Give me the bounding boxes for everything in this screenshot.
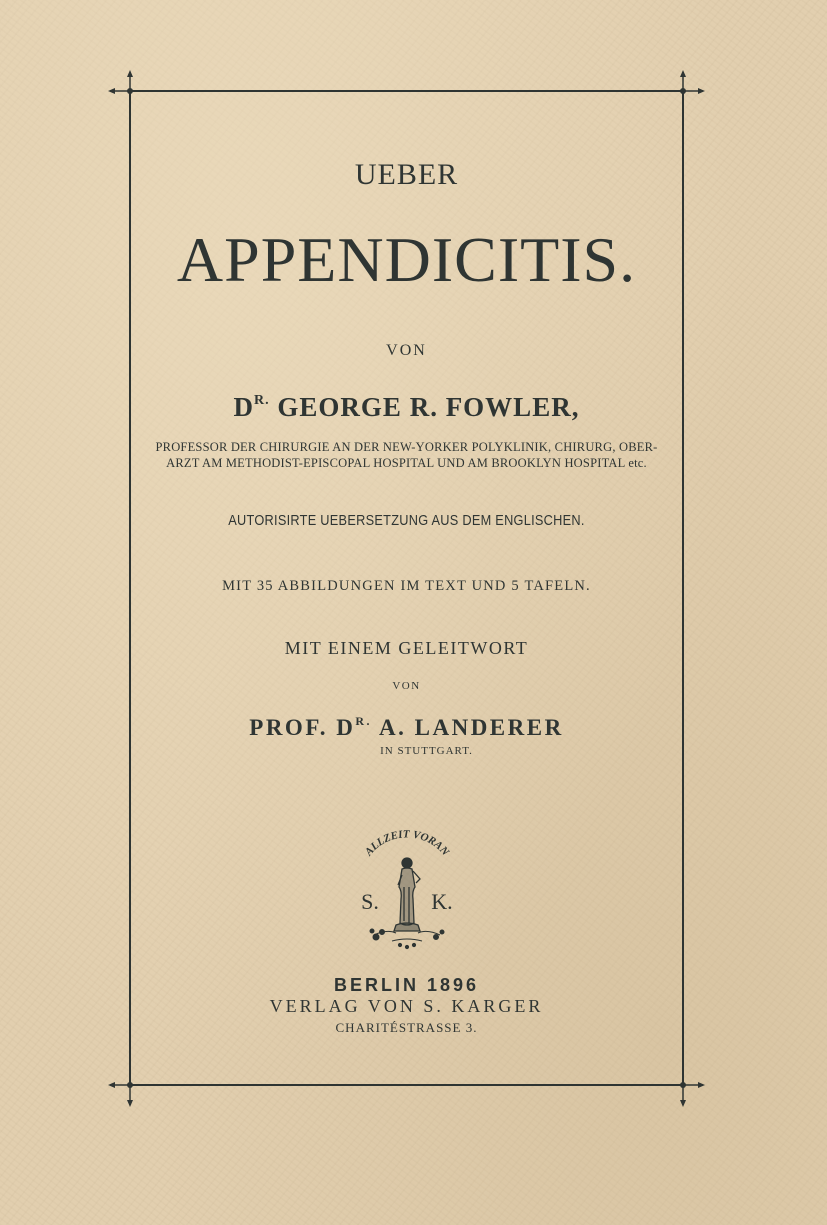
- publisher-logo: [352, 825, 462, 960]
- illustrations-note: MIT 35 ABBILDUNGEN IM TEXT UND 5 TAFELN.: [222, 578, 591, 594]
- author-name: [130, 392, 683, 423]
- author-name-text: GEORGE R. FOWLER,: [277, 392, 580, 422]
- von-small-label: VON: [392, 680, 421, 692]
- foreword-note: MIT EINEM GELEITWORT: [284, 638, 529, 658]
- foreword-author-prefix: PROF. D: [249, 715, 356, 740]
- floral-ornament-icon: [370, 929, 444, 949]
- main-title: APPENDICITIS.: [176, 224, 637, 295]
- standing-figure-icon: [394, 858, 420, 931]
- imprint-address: CHARITÉSTRASSE 3.: [335, 1020, 478, 1035]
- author-prefix: D: [233, 392, 255, 422]
- foreword-author-prefix-sup: R.: [355, 714, 373, 728]
- author-affiliation-line-2: ARZT AM METHODIST-EPISCOPAL HOSPITAL UND AM BROOKLYN HOSPITAL etc.: [166, 456, 647, 470]
- author-prefix-sup: R.: [254, 393, 270, 408]
- foreword-author-place: IN STUTTGART.: [380, 745, 473, 757]
- author-affiliation-line-1: PROFESSOR DER CHIRURGIE AN DER NEW-YORKER POLYKLINIK, CHIRURG, OBER-: [155, 440, 658, 454]
- logo-motto: ALLZEIT VORAN: [362, 828, 452, 859]
- logo-initial-right: K.: [431, 889, 453, 914]
- subtitle-ueber: UEBER: [354, 158, 459, 191]
- foreword-author-name: A. LANDERER: [379, 715, 564, 740]
- imprint-city-year: BERLIN 1896: [333, 975, 480, 995]
- translation-note: AUTORISIRTE UEBERSETZUNG AUS DEM ENGLISCHEN.: [228, 513, 585, 529]
- imprint-publisher: VERLAG VON S. KARGER: [269, 996, 544, 1016]
- logo-initial-left: S.: [361, 889, 379, 914]
- foreword-author: [130, 714, 683, 741]
- von-label: VON: [386, 342, 427, 359]
